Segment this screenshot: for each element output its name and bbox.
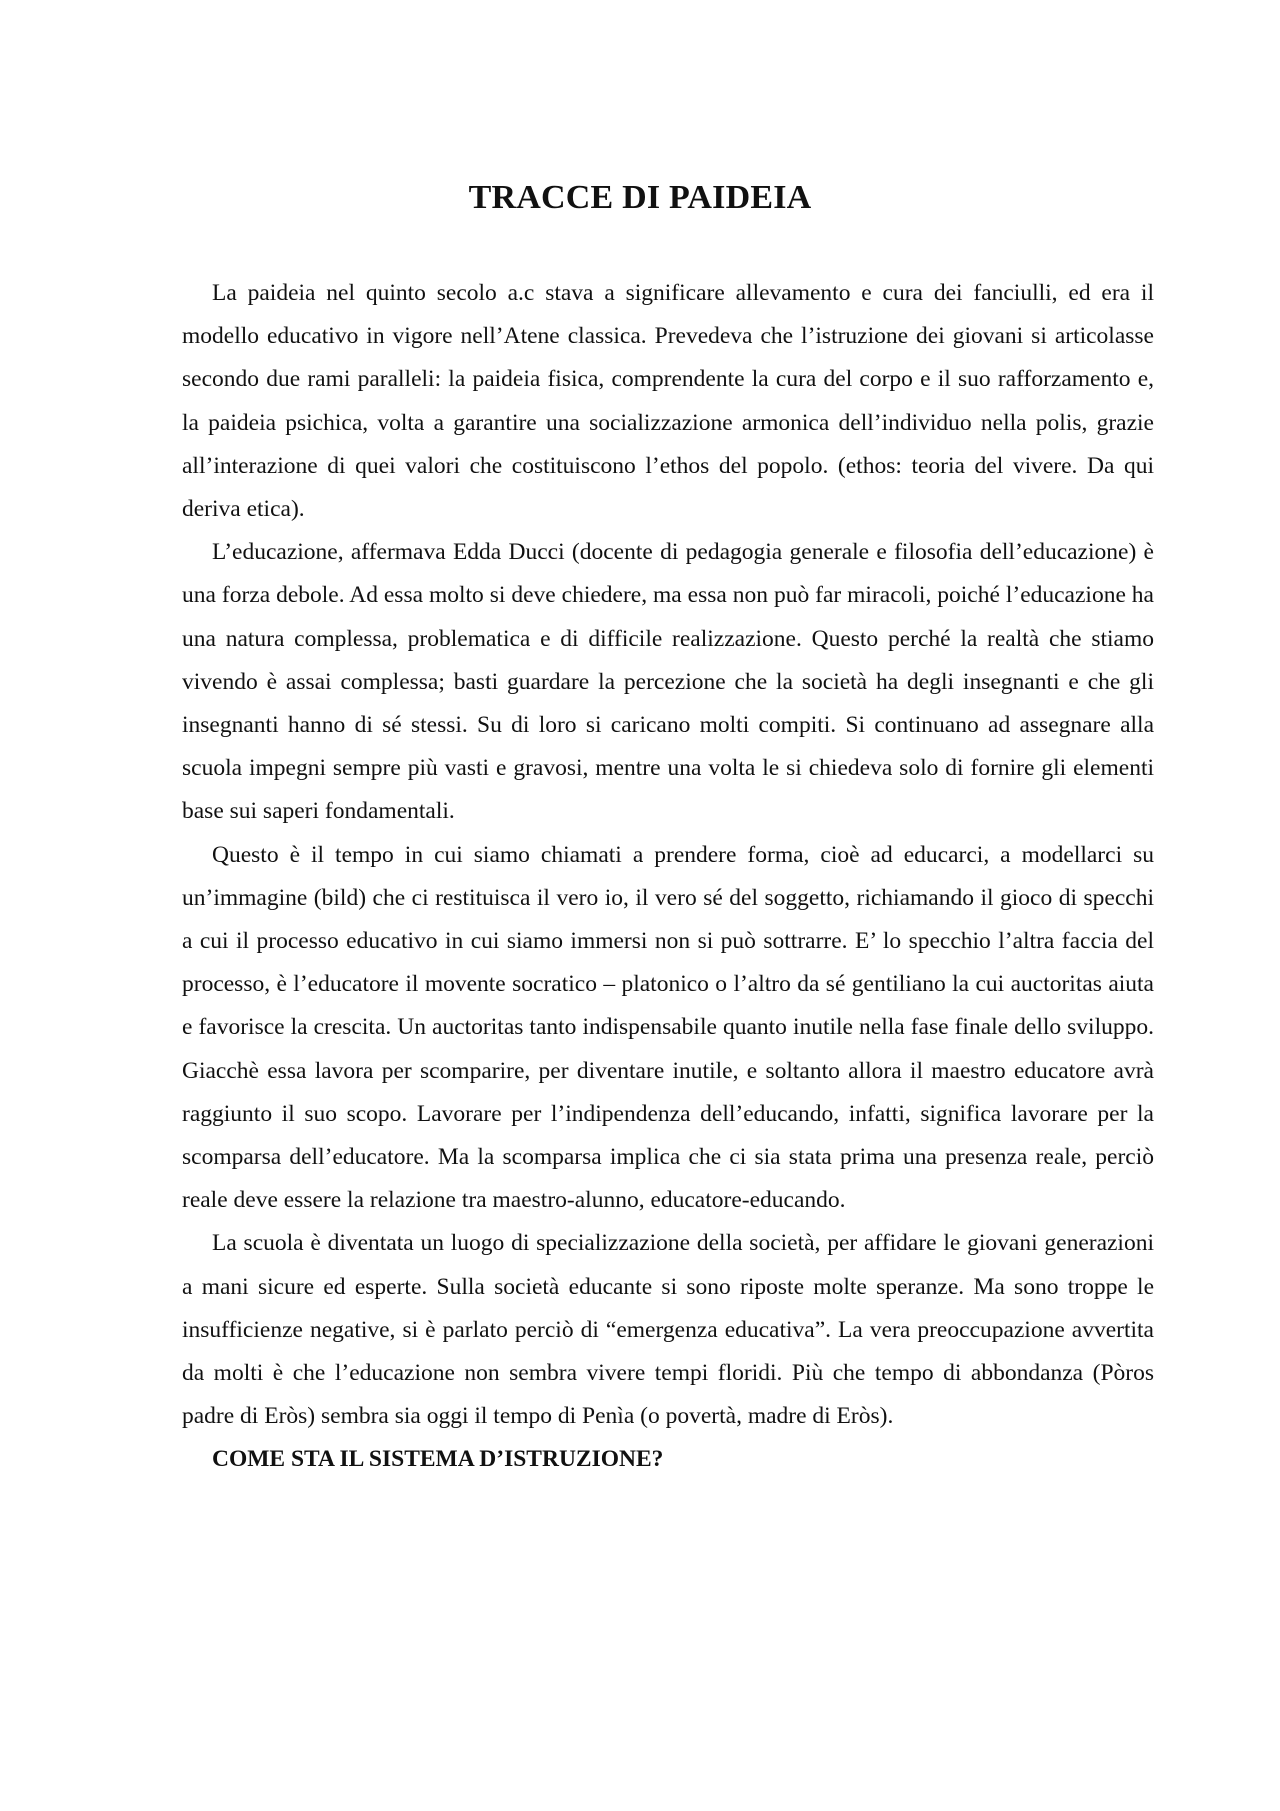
section-heading: COME STA IL SISTEMA D’ISTRUZIONE? bbox=[212, 1446, 664, 1473]
paragraph-tempo: Questo è il tempo in cui siamo chiamati a prendere forma, cioè ad educarci, a modellarci su un’immagine (bild) che ci restituisca il vero io, il vero sé del soggetto, richiamando il gioco di specchi a cui il processo educativo in cui siamo immersi non si può sottrarre. E’ lo specchio l’altra faccia del processo, è l’educatore il movente socratico – platonico o l’altro da sé gentiliano la cui auctoritas aiuta e favorisce la crescita. Un auctoritas tanto indispensabile quanto inutile nella fase finale dello sviluppo. Giacchè essa lavora per scomparire, per diventare inutile, e soltanto allora il maestro educatore avrà raggiunto il suo scopo. Lavorare per l’indipendenza dell’educando, infatti, significa lavorare per la scomparsa dell’educatore. Ma la scomparsa implica che ci sia stata prima una presenza reale, perciò reale deve essere la relazione tra maestro-alunno, educatore-educando. bbox=[182, 841, 1154, 1214]
document-body bbox=[182, 272, 1154, 1482]
paragraph-scuola: La scuola è diventata un luogo di specializzazione della società, per affidare le giovani generazioni a mani sicure ed esperte. Sulla società educante si sono riposte molte speranze. Ma sono troppe le insufficienze negative, si è parlato perciò di “emergenza educativa”. La vera preoccupazione avvertita da molti è che l’educazione non sembra vivere tempi floridi. Più che tempo di abbondanza (Pòros padre di Eròs) sembra sia oggi il tempo di Penìa (o povertà, madre di Eròs). bbox=[182, 1230, 1154, 1430]
document-title: TRACCE DI PAIDEIA bbox=[468, 179, 812, 216]
paragraph-educazione: L’educazione, affermava Edda Ducci (docente di pedagogia generale e filosofia dell’educazione) è una forza debole. Ad essa molto si deve chiedere, ma essa non può far miracoli, poiché l’educazione ha una natura complessa, problematica e di difficile realizzazione. Questo perché la realtà che stiamo vivendo è assai complessa; basti guardare la percezione che la società ha degli insegnanti e che gli insegnanti hanno di sé stessi. Su di loro si caricano molti compiti. Si continuano ad assegnare alla scuola impegni sempre più vasti e gravosi, mentre una volta le si chiedeva solo di fornire gli elementi base sui saperi fondamentali. bbox=[182, 539, 1154, 825]
paragraph-paideia: La paideia nel quinto secolo a.c stava a significare allevamento e cura dei fanciulli, ed era il modello educativo in vigore nell’Atene classica. Prevedeva che l’istruzione dei giovani si articolasse secondo due rami paralleli: la paideia fisica, comprendente la cura del corpo e il suo rafforzamento e, la paideia psichica, volta a garantire una socializzazione armonica dell’individuo nella polis, grazie all’interazione di quei valori che costituiscono l’ethos del popolo. (ethos: teoria del vivere. Da qui deriva etica). bbox=[182, 280, 1154, 523]
